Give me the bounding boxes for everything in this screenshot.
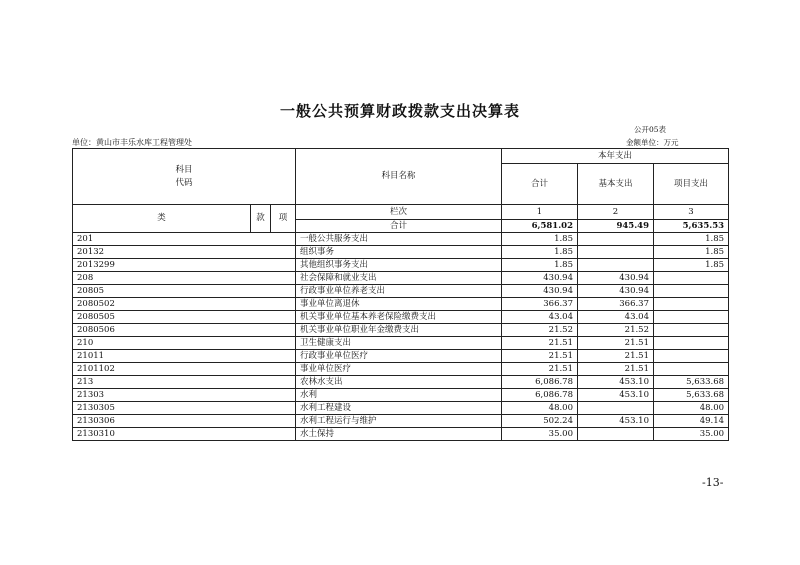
total-cell: 502.24	[502, 415, 578, 428]
project-cell	[654, 324, 729, 337]
total-cell: 1.85	[502, 259, 578, 272]
subject-code-cell: 208	[73, 272, 296, 285]
subject-code-cell: 213	[73, 376, 296, 389]
header-row	[73, 149, 729, 164]
total-cell: 430.94	[502, 285, 578, 298]
table-row	[73, 233, 729, 246]
column-number-1: 1	[502, 205, 578, 220]
subject-code-cell: 201	[73, 233, 296, 246]
total-cell: 366.37	[502, 298, 578, 311]
kuan-header: 款	[251, 205, 271, 233]
project-header: 项目支出	[654, 164, 729, 205]
expenditure-table	[72, 148, 729, 441]
total-cell: 1.85	[502, 246, 578, 259]
table-row	[73, 246, 729, 259]
total-header: 合计	[502, 164, 578, 205]
basic-cell: 43.04	[578, 311, 654, 324]
reporting-unit: 单位：黄山市丰乐水库工程管理处	[72, 138, 192, 147]
subject-name-header: 科目名称	[296, 149, 502, 205]
basic-cell: 453.10	[578, 376, 654, 389]
total-cell: 43.04	[502, 311, 578, 324]
basic-header: 基本支出	[578, 164, 654, 205]
total-cell: 21.51	[502, 337, 578, 350]
table-row	[73, 428, 729, 441]
basic-cell: 21.51	[578, 363, 654, 376]
table-row	[73, 350, 729, 363]
table-row	[73, 363, 729, 376]
table-row	[73, 298, 729, 311]
project-cell: 1.85	[654, 259, 729, 272]
project-cell: 1.85	[654, 233, 729, 246]
project-cell	[654, 311, 729, 324]
project-cell	[654, 350, 729, 363]
page-title: 一般公共预算财政拨款支出决算表	[279, 102, 520, 120]
total-cell: 6,086.78	[502, 376, 578, 389]
subject-code-cell: 20132	[73, 246, 296, 259]
column-number-2: 2	[578, 205, 654, 220]
subject-name-cell: 其他组织事务支出	[296, 259, 502, 272]
subject-name-cell: 事业单位医疗	[296, 363, 502, 376]
lei-header: 类	[73, 205, 251, 233]
basic-cell: 430.94	[578, 272, 654, 285]
subject-code-cell: 2130305	[73, 402, 296, 415]
basic-cell	[578, 402, 654, 415]
project-cell: 5,633.68	[654, 376, 729, 389]
table-row	[73, 259, 729, 272]
subject-name-cell: 水利	[296, 389, 502, 402]
table-row	[73, 285, 729, 298]
table-row	[73, 311, 729, 324]
subject-name-cell: 行政事业单位养老支出	[296, 285, 502, 298]
total-cell: 6,086.78	[502, 389, 578, 402]
xiang-header: 项	[271, 205, 296, 233]
table-row	[73, 415, 729, 428]
project-cell: 35.00	[654, 428, 729, 441]
project-cell	[654, 337, 729, 350]
table-row	[73, 402, 729, 415]
project-cell: 1.85	[654, 246, 729, 259]
subject-name-cell: 机关事业单位基本养老保险缴费支出	[296, 311, 502, 324]
total-cell: 1.85	[502, 233, 578, 246]
project-cell	[654, 272, 729, 285]
basic-cell	[578, 259, 654, 272]
project-cell: 48.00	[654, 402, 729, 415]
subject-code-cell: 2013299	[73, 259, 296, 272]
basic-cell: 21.51	[578, 337, 654, 350]
basic-cell: 453.10	[578, 415, 654, 428]
subject-code-cell: 2080505	[73, 311, 296, 324]
subject-name-cell: 行政事业单位医疗	[296, 350, 502, 363]
subject-code-cell: 2130310	[73, 428, 296, 441]
subject-code-header: 科目 代码	[73, 149, 296, 205]
subject-code-cell: 20805	[73, 285, 296, 298]
subject-name-cell: 组织事务	[296, 246, 502, 259]
subject-code-cell: 210	[73, 337, 296, 350]
total-cell: 21.52	[502, 324, 578, 337]
basic-cell: 430.94	[578, 285, 654, 298]
amount-unit: 金额单位：万元	[626, 138, 679, 147]
table-row	[73, 324, 729, 337]
subject-name-cell: 事业单位离退休	[296, 298, 502, 311]
column-label: 栏次	[296, 205, 502, 220]
subject-code-cell: 2130306	[73, 415, 296, 428]
total-cell: 21.51	[502, 363, 578, 376]
table-row	[73, 376, 729, 389]
table-row	[73, 272, 729, 285]
subject-code-cell: 21011	[73, 350, 296, 363]
project-cell	[654, 363, 729, 376]
total-row-project: 5,635.53	[654, 220, 729, 233]
table-row	[73, 337, 729, 350]
table-row	[73, 389, 729, 402]
basic-cell: 366.37	[578, 298, 654, 311]
header-row	[73, 205, 729, 220]
total-row-basic: 945.49	[578, 220, 654, 233]
basic-cell	[578, 233, 654, 246]
total-cell: 21.51	[502, 350, 578, 363]
project-cell: 49.14	[654, 415, 729, 428]
basic-cell	[578, 246, 654, 259]
subject-name-cell: 农林水支出	[296, 376, 502, 389]
subject-name-cell: 水土保持	[296, 428, 502, 441]
basic-cell	[578, 428, 654, 441]
total-row-label: 合计	[296, 220, 502, 233]
form-number: 公开05表	[634, 125, 667, 134]
project-cell	[654, 285, 729, 298]
subject-code-cell: 2080506	[73, 324, 296, 337]
subject-name-cell: 机关事业单位职业年金缴费支出	[296, 324, 502, 337]
column-number-3: 3	[654, 205, 729, 220]
total-row-total: 6,581.02	[502, 220, 578, 233]
basic-cell: 453.10	[578, 389, 654, 402]
subject-code-cell: 2080502	[73, 298, 296, 311]
total-cell: 48.00	[502, 402, 578, 415]
subject-name-cell: 社会保障和就业支出	[296, 272, 502, 285]
subject-code-cell: 2101102	[73, 363, 296, 376]
project-cell	[654, 298, 729, 311]
basic-cell: 21.51	[578, 350, 654, 363]
subject-name-cell: 卫生健康支出	[296, 337, 502, 350]
project-cell: 5,633.68	[654, 389, 729, 402]
basic-cell: 21.52	[578, 324, 654, 337]
total-cell: 35.00	[502, 428, 578, 441]
page-number: -13-	[702, 476, 724, 489]
current-year-header: 本年支出	[502, 149, 729, 164]
total-cell: 430.94	[502, 272, 578, 285]
subject-name-cell: 水利工程建设	[296, 402, 502, 415]
subject-code-cell: 21303	[73, 389, 296, 402]
subject-name-cell: 一般公共服务支出	[296, 233, 502, 246]
subject-name-cell: 水利工程运行与维护	[296, 415, 502, 428]
